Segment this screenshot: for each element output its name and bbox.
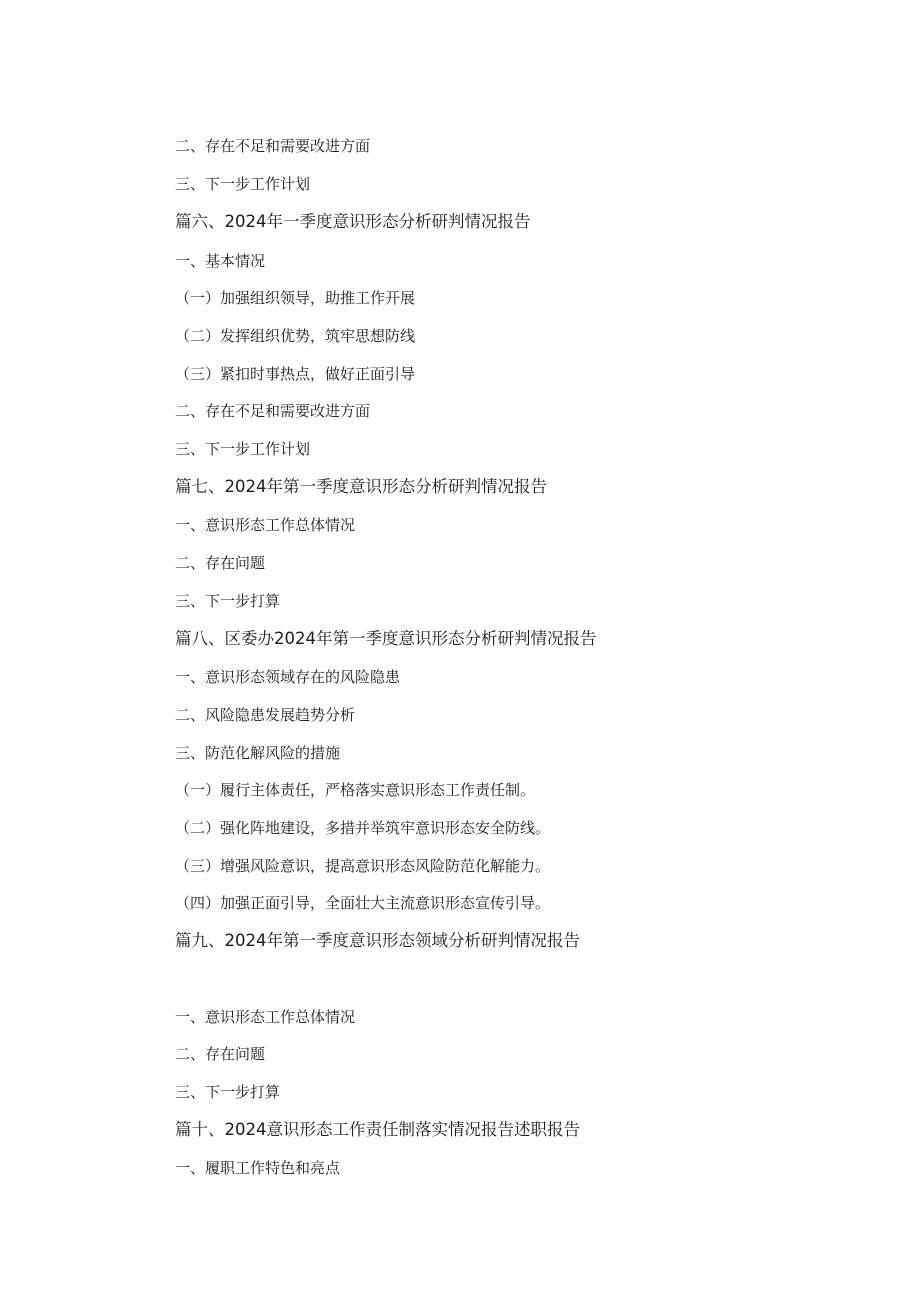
toc-entry: 二、存在问题 (175, 1045, 266, 1063)
toc-entry: 一、履职工作特色和亮点 (175, 1159, 341, 1177)
toc-entry: 三、下一步工作计划 (175, 175, 311, 193)
toc-entry: （二）发挥组织优势，筑牢思想防线 (175, 327, 416, 345)
toc-entry: （三）增强风险意识，提高意识形态风险防范化解能力。 (175, 857, 551, 875)
toc-entry: （二）强化阵地建设，多措并举筑牢意识形态安全防线。 (175, 819, 551, 837)
toc-entry: （一）加强组织领导，助推工作开展 (175, 289, 416, 307)
toc-entry: 二、存在问题 (175, 554, 266, 572)
toc-entry: 三、防范化解风险的措施 (175, 744, 341, 762)
toc-entry: （三）紧扣时事热点，做好正面引导 (175, 365, 416, 383)
toc-entry: （四）加强正面引导，全面壮大主流意识形态宣传引导。 (175, 894, 551, 912)
toc-heading: 篇七、2024年第一季度意识形态分析研判情况报告 (175, 477, 547, 496)
toc-entry: 一、意识形态工作总体情况 (175, 516, 356, 534)
toc-entry: 一、意识形态工作总体情况 (175, 1008, 356, 1026)
toc-heading: 篇十、2024意识形态工作责任制落实情况报告述职报告 (175, 1120, 580, 1139)
toc-entry: （一）履行主体责任，严格落实意识形态工作责任制。 (175, 781, 536, 799)
toc-entry: 一、意识形态领域存在的风险隐患 (175, 668, 401, 686)
toc-entry: 三、下一步打算 (175, 1083, 281, 1101)
toc-entry: 三、下一步工作计划 (175, 440, 311, 458)
toc-heading: 篇八、区委办2024年第一季度意识形态分析研判情况报告 (175, 629, 597, 648)
toc-entry: 二、存在不足和需要改进方面 (175, 137, 371, 155)
toc-entry: 二、存在不足和需要改进方面 (175, 402, 371, 420)
toc-entry: 三、下一步打算 (175, 592, 281, 610)
toc-heading: 篇六、2024年一季度意识形态分析研判情况报告 (175, 212, 531, 231)
toc-heading: 篇九、2024年第一季度意识形态领域分析研判情况报告 (175, 931, 580, 950)
toc-entry: 二、风险隐患发展趋势分析 (175, 706, 356, 724)
toc-entry: 一、基本情况 (175, 252, 266, 270)
